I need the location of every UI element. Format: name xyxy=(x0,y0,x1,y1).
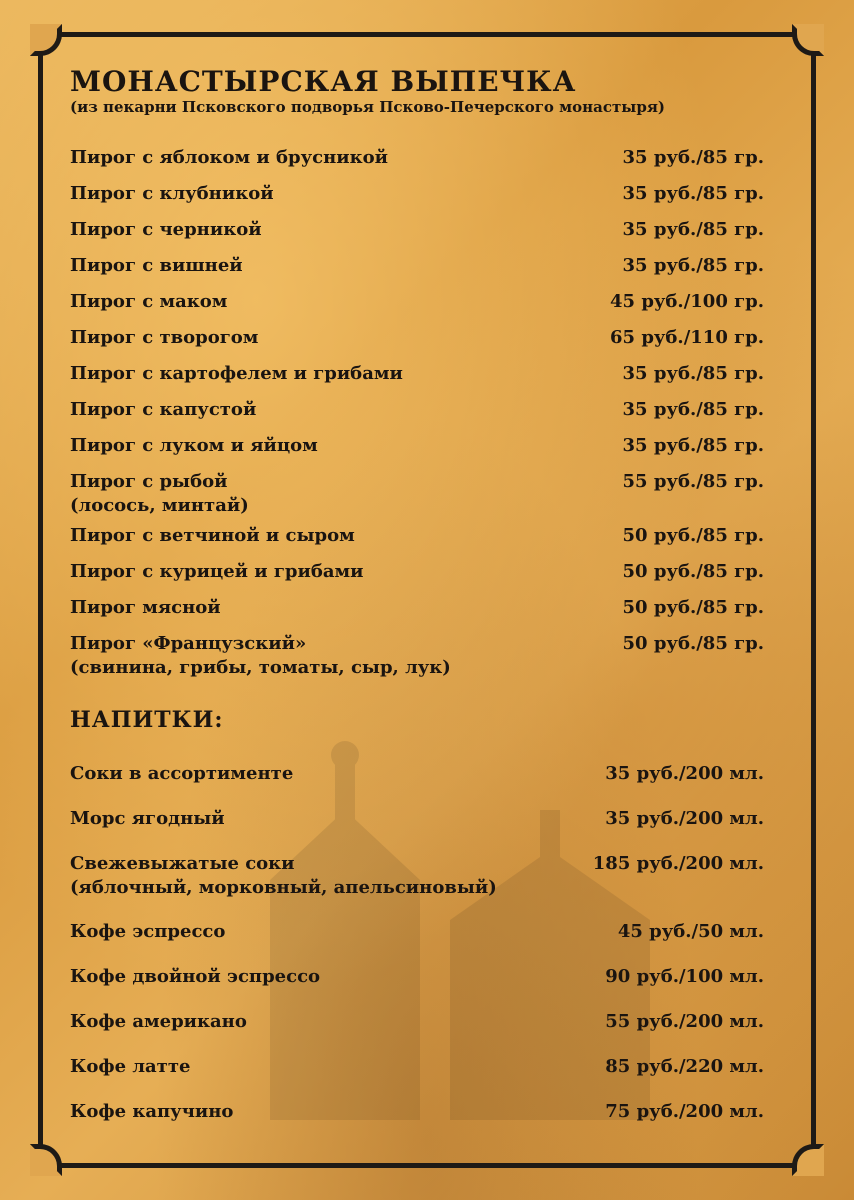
item-price: 55 руб./85 гр. xyxy=(622,471,764,492)
menu-item xyxy=(70,1100,770,1145)
item-name: Пирог «Французский» xyxy=(70,633,307,654)
item-price: 50 руб./85 гр. xyxy=(622,525,764,546)
item-price: 35 руб./85 гр. xyxy=(622,219,764,240)
item-name: Кофе американо xyxy=(70,1011,247,1032)
menu-item xyxy=(70,290,770,326)
item-price: 35 руб./200 мл. xyxy=(605,763,764,784)
menu-item xyxy=(70,470,770,524)
pastry-list xyxy=(70,146,770,686)
menu-item xyxy=(70,326,770,362)
item-price: 50 руб./85 гр. xyxy=(622,597,764,618)
menu-item xyxy=(70,596,770,632)
menu-content xyxy=(70,66,770,1145)
item-price: 35 руб./85 гр. xyxy=(622,363,764,384)
item-name: Пирог с яблоком и брусникой xyxy=(70,147,388,168)
item-price: 35 руб./200 мл. xyxy=(605,808,764,829)
item-price: 35 руб./85 гр. xyxy=(622,147,764,168)
item-price: 35 руб./85 гр. xyxy=(622,435,764,456)
menu-item xyxy=(70,182,770,218)
item-name: Пирог с капустой xyxy=(70,399,257,420)
item-note: (лосось, минтай) xyxy=(70,495,249,516)
item-name: Свежевыжатые соки xyxy=(70,853,295,874)
menu-item xyxy=(70,146,770,182)
drinks-heading: НАПИТКИ: xyxy=(70,707,224,733)
item-price: 35 руб./85 гр. xyxy=(622,399,764,420)
menu-item xyxy=(70,1010,770,1055)
menu-item xyxy=(70,1055,770,1100)
item-price: 35 руб./85 гр. xyxy=(622,183,764,204)
menu-subtitle: (из пекарни Псковского подворья Псково-Печерского монастыря) xyxy=(70,98,665,116)
item-price: 45 руб./50 мл. xyxy=(617,921,764,942)
menu-item xyxy=(70,434,770,470)
item-name: Соки в ассортименте xyxy=(70,763,294,784)
item-price: 85 руб./220 мл. xyxy=(605,1056,764,1077)
item-price: 55 руб./200 мл. xyxy=(605,1011,764,1032)
menu-item xyxy=(70,965,770,1010)
item-name: Пирог с картофелем и грибами xyxy=(70,363,403,384)
item-name: Пирог с курицей и грибами xyxy=(70,561,364,582)
menu-title: МОНАСТЫРСКАЯ ВЫПЕЧКА xyxy=(70,65,577,98)
item-name: Пирог с творогом xyxy=(70,327,259,348)
menu-item xyxy=(70,762,770,807)
item-price: 65 руб./110 гр. xyxy=(610,327,764,348)
item-name: Пирог с черникой xyxy=(70,219,262,240)
item-price: 75 руб./200 мл. xyxy=(605,1101,764,1122)
item-name: Пирог с клубникой xyxy=(70,183,274,204)
item-name: Морс ягодный xyxy=(70,808,225,829)
menu-item xyxy=(70,524,770,560)
item-name: Пирог с рыбой xyxy=(70,471,228,492)
item-price: 90 руб./100 мл. xyxy=(605,966,764,987)
item-price: 45 руб./100 гр. xyxy=(610,291,764,312)
item-price: 50 руб./85 гр. xyxy=(622,633,764,654)
item-note: (яблочный, морковный, апельсиновый) xyxy=(70,877,497,898)
item-name: Пирог с вишней xyxy=(70,255,243,276)
menu-item xyxy=(70,560,770,596)
item-name: Кофе двойной эспрессо xyxy=(70,966,321,987)
menu-item xyxy=(70,218,770,254)
item-name: Кофе эспрессо xyxy=(70,921,226,942)
item-name: Кофе латте xyxy=(70,1056,191,1077)
menu-item xyxy=(70,362,770,398)
item-price: 50 руб./85 гр. xyxy=(622,561,764,582)
item-name: Пирог мясной xyxy=(70,597,221,618)
menu-item xyxy=(70,632,770,686)
menu-item xyxy=(70,398,770,434)
item-name: Кофе капучино xyxy=(70,1101,234,1122)
item-name: Пирог с луком и яйцом xyxy=(70,435,318,456)
item-name: Пирог с маком xyxy=(70,291,228,312)
drinks-list xyxy=(70,762,770,1145)
menu-item xyxy=(70,254,770,290)
menu-item xyxy=(70,920,770,965)
menu-item xyxy=(70,852,770,920)
item-name: Пирог с ветчиной и сыром xyxy=(70,525,355,546)
item-price: 35 руб./85 гр. xyxy=(622,255,764,276)
menu-item xyxy=(70,807,770,852)
item-price: 185 руб./200 мл. xyxy=(592,853,764,874)
item-note: (свинина, грибы, томаты, сыр, лук) xyxy=(70,657,451,678)
